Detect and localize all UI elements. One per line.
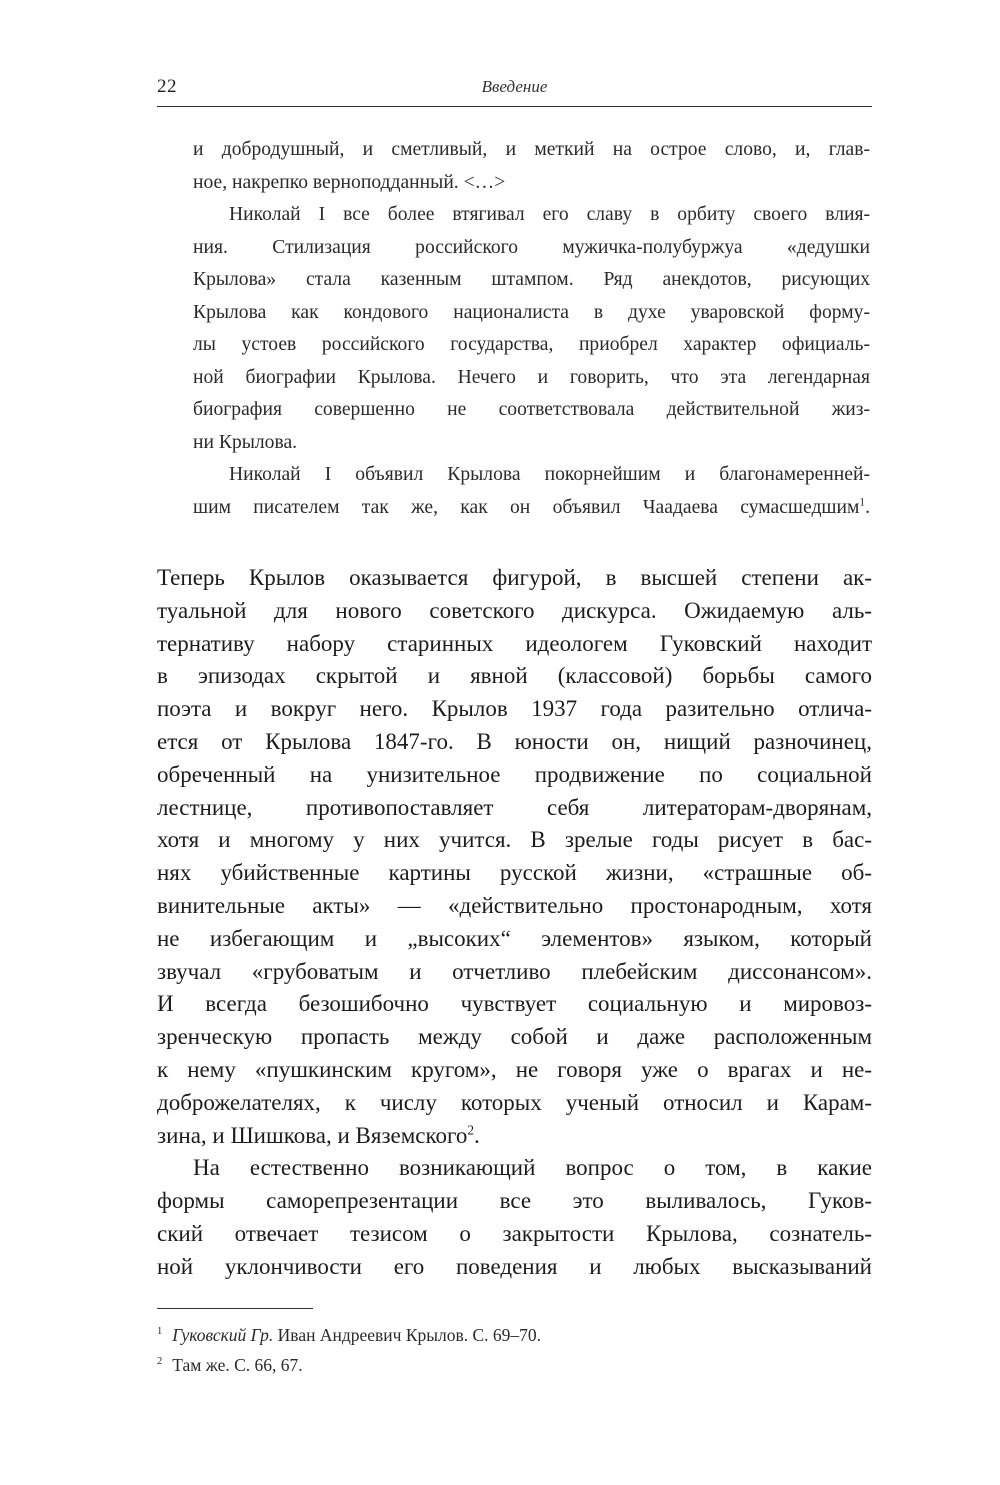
body-line: лестнице, противопоставляет себя литераторам-дворянам, (157, 794, 872, 820)
footnote-2 (157, 1350, 872, 1380)
quote-line: биография совершенно не соответствовала действительной жиз- (193, 399, 870, 420)
body-line: ется от Крылова 1847-го. В юности он, нищий разночинец, (157, 728, 872, 754)
body-line: зренческую пропасть между собой и даже расположенным (157, 1024, 872, 1050)
quote-end-punct: . (865, 496, 870, 518)
body-line: ский отвечает тезисом о закрытости Крылова, сознатель- (157, 1220, 872, 1246)
body-line: нях убийственные картины русской жизни, «страшные об- (157, 860, 872, 886)
quote-line: Николай I объявил Крылова покорнейшим и благонамеренней- (229, 464, 870, 485)
quote-line: Крылова» стала казенным штампом. Ряд анекдотов, рисующих (193, 269, 870, 290)
body-line: доброжелателях, к числу которых ученый относил и Карам- (157, 1089, 872, 1115)
running-title: Введение (481, 77, 548, 96)
body-line: звучал «грубоватым и отчетливо плебейским диссонансом». (157, 958, 872, 984)
main-text (157, 562, 872, 1284)
footnote-ref-1[interactable]: 1 (859, 495, 866, 508)
quote-line: ное, накрепко верноподданный. <…> (193, 171, 506, 193)
body-line: поэта и вокруг него. Крылов 1937 года разительно отлича- (157, 696, 872, 722)
footnote-ref-2[interactable]: 2 (467, 1121, 475, 1137)
body-line: туальной для нового советского дискурса. Ожидаемую аль- (157, 597, 872, 623)
body-line: ной уклончивости его поведения и любых высказываний (157, 1253, 872, 1279)
body-line: На естественно возникающий вопрос о том, в какие (193, 1155, 872, 1181)
body-line-final (157, 1120, 872, 1153)
body-line: И всегда безошибочно чувствует социальную и мировоз- (157, 991, 872, 1017)
quote-line: ния. Стилизация российского мужичка-полубуржуа «дедушки (193, 236, 870, 258)
body-line: Теперь Крылов оказывается фигурой, в высшей степени ак- (157, 565, 872, 590)
footnotes (157, 1320, 872, 1380)
quote-line: Крылова как кондового националиста в духе уваровской форму- (193, 301, 870, 323)
footnote-text: Там же. С. 66, 67. (172, 1355, 303, 1375)
body-line: хотя и многому у них учится. В зрелые годы рисует в бас- (157, 827, 872, 853)
running-header (157, 74, 872, 107)
footnote-mark: 1 (157, 1326, 163, 1338)
footnote-divider (157, 1308, 313, 1309)
quote-line-final (193, 492, 870, 525)
body-line: тернативу набору старинных идеологем Гуковский находит (157, 630, 872, 656)
quote-line: и добродушный, и сметливый, и меткий на острое слово, и, глав- (193, 139, 870, 160)
body-end-punct: . (474, 1122, 480, 1148)
page-number: 22 (157, 76, 177, 97)
body-line: в эпизодах скрытой и явной (классовой) борьбы самого (157, 663, 872, 689)
quote-line: ной биографии Крылова. Нечего и говорить, что эта легендарная (193, 366, 870, 388)
quote-line: ни Крылова. (193, 431, 298, 453)
body-line: не избегающим и „высоких“ элементов» языком, который (157, 925, 872, 951)
quote-line: Николай I все более втягивал его славу в орбиту своего влия- (229, 204, 870, 225)
body-line: обреченный на унизительное продвижение по социальной (157, 761, 872, 787)
block-quote (193, 134, 870, 524)
quote-line-text: шим писателем так же, как он объявил Чаадаева сумасшедшим (193, 496, 860, 518)
body-line-text: зина, и Шишкова, и Вяземского (157, 1122, 468, 1148)
footnote-text: Иван Андреевич Крылов. С. 69–70. (277, 1325, 542, 1345)
body-line: к нему «пушкинским кругом», не говоря уже о врагах и не- (157, 1056, 872, 1082)
footnote-mark: 2 (157, 1356, 163, 1368)
footnote-author: Гуковский Гр. (172, 1325, 274, 1345)
footnote-1 (157, 1320, 872, 1350)
quote-line: лы устоев российского государства, приобрел характер официаль- (193, 334, 870, 355)
body-line: винительные акты» — «действительно простонародным, хотя (157, 892, 872, 918)
body-line: формы саморепрезентации все это выливалось, Гуков- (157, 1188, 872, 1214)
